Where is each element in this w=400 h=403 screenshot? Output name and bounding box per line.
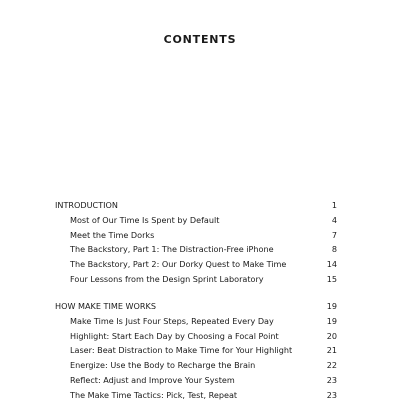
contents-heading: CONTENTS	[163, 33, 237, 46]
section-title: HOW MAKE TIME WORKS	[55, 301, 156, 311]
entry-page-number: 4	[331, 214, 337, 225]
toc-entry	[55, 329, 337, 344]
toc-section-header	[55, 198, 337, 213]
entry-title: The Backstory, Part 1: The Distraction-Free iPhone	[70, 244, 274, 255]
entry-page-number: 7	[331, 229, 337, 240]
toc-entry	[55, 343, 337, 358]
toc-entry	[55, 272, 337, 287]
section-title: INTRODUCTION	[55, 200, 118, 210]
entry-title: Make Time Is Just Four Steps, Repeated Every Day	[70, 315, 274, 326]
entry-title: Four Lessons from the Design Sprint Laboratory	[70, 273, 264, 284]
entry-page-number: 20	[326, 330, 337, 341]
entry-page-number: 22	[326, 360, 337, 371]
entry-title: Highlight: Start Each Day by Choosing a Focal Point	[70, 330, 279, 341]
entry-page-number: 19	[326, 315, 337, 326]
entry-title: Laser: Beat Distraction to Make Time for Your Highlight	[70, 345, 293, 356]
section-page-number: 19	[326, 301, 337, 311]
toc-section-header	[55, 299, 337, 314]
toc-entry	[55, 358, 337, 373]
toc-entry	[55, 228, 337, 243]
entry-title: Meet the Time Dorks	[70, 229, 155, 240]
entry-page-number: 23	[326, 374, 337, 385]
entry-page-number: 14	[326, 259, 337, 270]
entry-title: The Backstory, Part 2: Our Dorky Quest to Make Time	[70, 259, 287, 270]
toc-entry	[55, 213, 337, 228]
entry-title: Energize: Use the Body to Recharge the Brain	[70, 360, 256, 371]
entry-title: Reflect: Adjust and Improve Your System	[70, 374, 235, 385]
toc-entry	[55, 314, 337, 329]
toc-section-how-make-time-works	[55, 299, 337, 403]
entry-page-number: 15	[326, 273, 337, 284]
toc-entry	[55, 388, 337, 403]
toc-entry	[55, 242, 337, 257]
entry-title: The Make Time Tactics: Pick, Test, Repeat	[70, 389, 238, 400]
entry-page-number: 23	[326, 389, 337, 400]
entry-page-number: 21	[326, 345, 337, 356]
toc-section-introduction	[55, 198, 337, 287]
entry-page-number: 8	[331, 244, 337, 255]
entry-title: Most of Our Time Is Spent by Default	[70, 214, 220, 225]
toc-entry	[55, 257, 337, 272]
section-page-number: 1	[331, 200, 337, 210]
toc-entry	[55, 373, 337, 388]
